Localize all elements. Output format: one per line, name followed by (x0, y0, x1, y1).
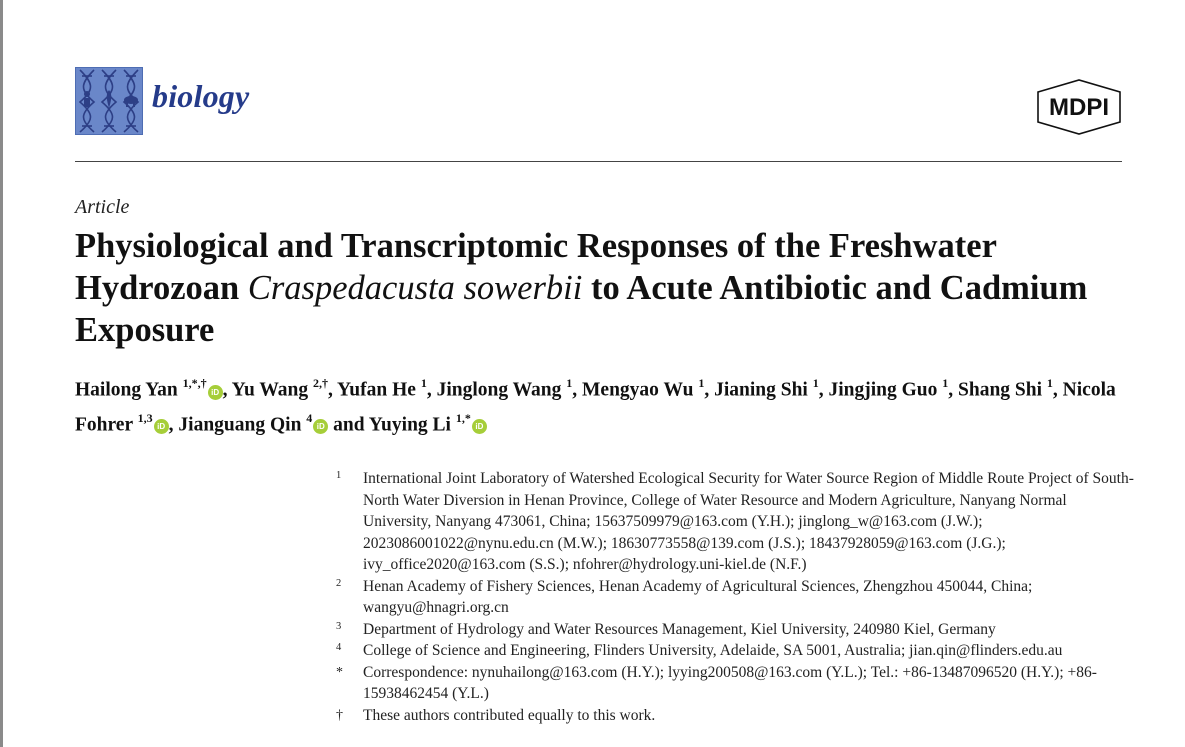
author-separator: , (327, 379, 338, 401)
author-name: Nicola Fohrer (75, 379, 1116, 435)
title-text: Physiological and Transcriptomic Responses of the Freshwater Hydrozoan (75, 227, 997, 307)
author-separator: , (222, 379, 232, 401)
publisher-name: MDPI (1049, 94, 1109, 121)
affiliation-item (336, 576, 1136, 619)
author-name: Yufan He (337, 379, 421, 401)
author-name: Jinglong Wang (436, 379, 567, 401)
paper-title (75, 225, 1135, 351)
article-type: Article (75, 196, 130, 218)
author-separator: , (168, 414, 179, 435)
affiliation-marker: † (336, 707, 343, 723)
affiliation-text: Department of Hydrology and Water Resources Management, Kiel University, 240980 Kiel, Germany (363, 620, 996, 638)
author-affiliation-marker: 1,*,† (182, 376, 207, 390)
journal-logo (75, 67, 143, 135)
author-name: Jingjing Guo (828, 379, 943, 401)
author-affiliation-marker: 1 (812, 376, 819, 390)
orcid-icon[interactable]: iD (208, 385, 223, 400)
affiliation-marker: 4 (336, 642, 342, 653)
author-name: Shang Shi (958, 379, 1047, 401)
affiliation-item (336, 640, 1136, 662)
affiliation-text: Henan Academy of Fishery Sciences, Henan Academy of Agricultural Sciences, Zhengzhou 450044, China; wangyu@hnagri.org.cn (363, 577, 1033, 616)
author-separator: , (948, 379, 959, 401)
affiliation-text: International Joint Laboratory of Watershed Ecological Security for Water Source Region of Middle Route Project of South-North Water Diversion in Henan Province, College of Water Resource and Modern Agriculture, Nanyang Normal University, Nanyang 473061, China; 15637509979@163.com (Y.H.); jinglong_w@163.com (J.W.); 2023086001022@nynu.edu.cn (M.W.); 18630773558@139.com (J.S.); 18437928059@163.com (J.G.); ivy_office2020@163.com (S.S.); nfohrer@hydrology.uni-kiel.de (N.F.) (363, 470, 1134, 573)
journal-name: biology (152, 78, 250, 114)
author-affiliation-marker: 4 (306, 410, 313, 425)
affiliation-item (336, 468, 1136, 576)
author-name: Hailong Yan (75, 379, 183, 401)
publisher-logo (1035, 78, 1123, 136)
affiliation-text: Correspondence: nynuhailong@163.com (H.Y.); lyying200508@163.com (Y.L.); Tel.: +86-13487096520 (H.Y.); +86-15938462454 (Y.L.) (363, 663, 1097, 702)
author-affiliation-marker: 2,† (312, 376, 328, 390)
author-name: Jianing Shi (714, 379, 813, 401)
affiliation-marker: * (336, 664, 343, 680)
affiliation-text: These authors contributed equally to this work. (363, 706, 656, 724)
orcid-icon[interactable]: iD (313, 419, 328, 434)
author-separator: , (572, 379, 583, 401)
affiliation-marker: 3 (336, 620, 342, 632)
affiliation-text: College of Science and Engineering, Flinders University, Adelaide, SA 5001, Australia; jian.qin@flinders.edu.au (363, 642, 1063, 659)
affiliation-marker: 1 (336, 470, 342, 481)
author-separator: , (704, 379, 715, 401)
author-list (75, 370, 1135, 439)
author-affiliation-marker: 1 (566, 376, 573, 390)
author-separator: , (426, 379, 437, 401)
author-affiliation-marker: 1 (1046, 376, 1053, 390)
affiliation-item (336, 705, 1136, 727)
title-species: Craspedacusta sowerbii (247, 269, 583, 307)
dna-emblem-icon (76, 68, 142, 134)
author-separator: and (328, 414, 369, 435)
affiliations (336, 468, 1136, 726)
author-affiliation-marker: 1 (698, 376, 705, 390)
author-affiliation-marker: 1 (420, 376, 427, 390)
affiliation-item (336, 662, 1136, 705)
header-rule (75, 161, 1122, 162)
author-name: Jianguang Qin (178, 414, 307, 435)
title-text-end: to Acute Antibiotic and Cadmium Exposure (75, 269, 1088, 349)
orcid-icon[interactable]: iD (154, 419, 169, 434)
author-name: Mengyao Wu (582, 379, 699, 401)
author-name: Yuying Li (368, 414, 456, 435)
author-affiliation-marker: 1,3 (137, 410, 153, 425)
author-name: Yu Wang (231, 379, 313, 401)
affiliation-item (336, 619, 1136, 641)
author-affiliation-marker: 1,* (455, 410, 471, 425)
author-affiliation-marker: 1 (942, 376, 949, 390)
affiliation-marker: 2 (336, 577, 342, 589)
author-separator: , (1052, 379, 1063, 401)
orcid-icon[interactable]: iD (472, 419, 487, 434)
author-separator: , (818, 379, 829, 401)
